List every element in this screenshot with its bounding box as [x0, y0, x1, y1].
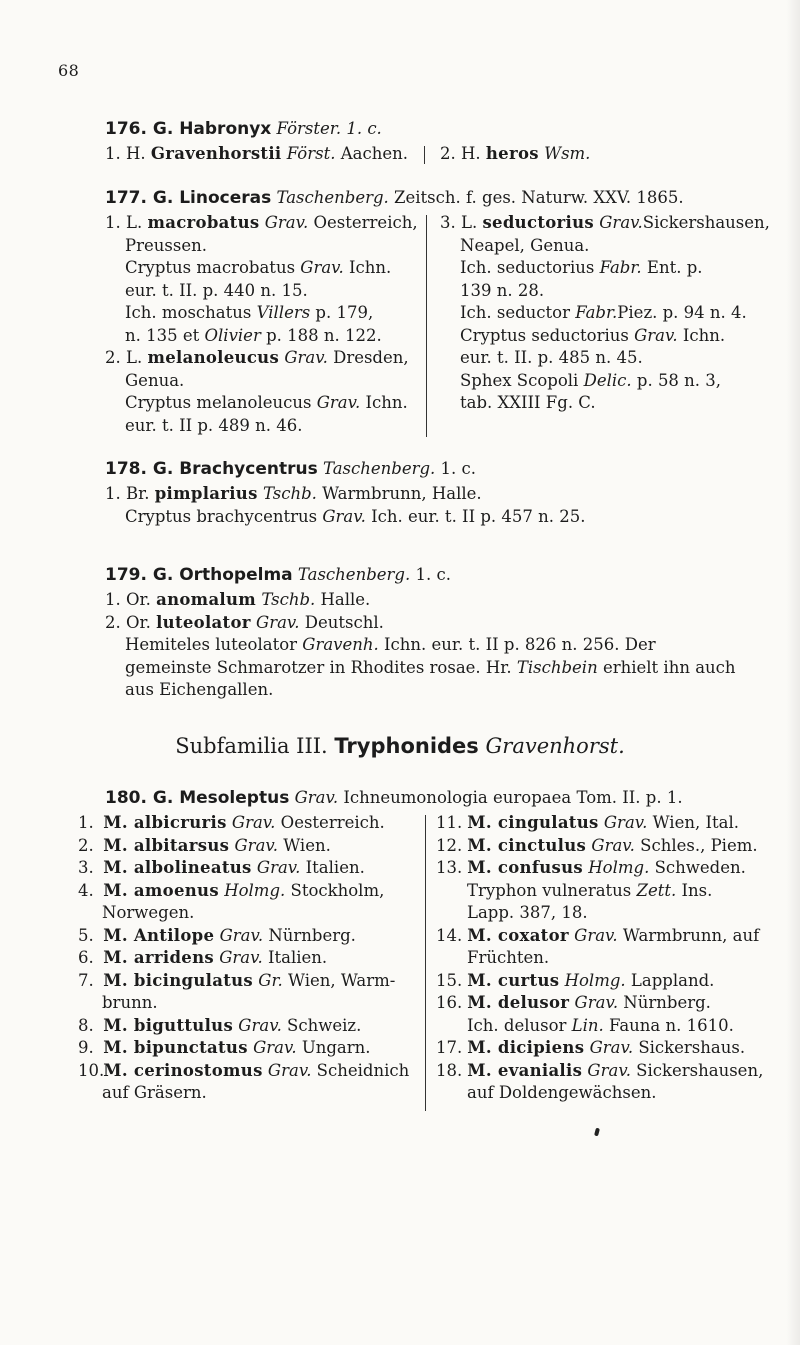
species-abbrev: 1. H.: [105, 144, 146, 163]
page-number: 68: [58, 61, 80, 80]
genus-176-species-1: [105, 143, 408, 166]
locality: Aachen.: [340, 144, 408, 163]
genus-176-species-2: [440, 143, 590, 166]
author: Taschenberg.: [322, 459, 436, 478]
entry-line: 1. L. macrobatus Grav. Oesterreich,: [105, 213, 418, 232]
genus-179-heading: [105, 564, 451, 587]
entry-line: 8. M. biguttulus Grav. Schweiz.: [78, 1015, 362, 1035]
entry-line: Norwegen.: [102, 903, 195, 922]
entry-line: 2. M. albitarsus Grav. Wien.: [78, 835, 331, 855]
genus-title: 176. G. Habronyx: [105, 119, 272, 139]
entry-line: tab. XXIII Fg. C.: [460, 393, 596, 412]
entry-line: Sphex Scopoli Delic. p. 58 n. 3,: [460, 370, 722, 390]
entry-line: eur. t. II. p. 440 n. 15.: [125, 280, 308, 300]
entry-line: 3. M. albolineatus Grav. Italien.: [78, 858, 365, 877]
entry-line: 6. M. arridens Grav. Italien.: [78, 948, 328, 967]
entry-line: Lapp. 387, 18.: [467, 903, 588, 922]
entry-line: 2. L. melanoleucus Grav. Dresden,: [105, 348, 409, 367]
reference: 1. c.: [415, 565, 451, 584]
author: Taschenberg.: [297, 565, 411, 584]
genus-177-right-column: [440, 212, 780, 415]
genus-180-heading: [105, 787, 683, 810]
entry-line: 11. M. cingulatus Grav. Wien, Ital.: [436, 813, 739, 832]
entry-line: 13. M. confusus Holmg. Schweden.: [436, 858, 746, 877]
entry-line: Cryptus brachycentrus Grav. Ich. eur. t. II p. 457 n. 25.: [125, 506, 586, 526]
entry-line: 3. L. seductorius Grav.Sickershausen,: [440, 213, 770, 232]
entry-line: Tryphon vulneratus Zett. Ins.: [467, 880, 713, 900]
ink-speck: [594, 1128, 600, 1137]
reference: 1. c.: [440, 459, 477, 478]
entry-line: aus Eichengallen.: [125, 680, 274, 699]
column-divider: [425, 815, 426, 1111]
entry-line: 18. M. evanialis Grav. Sickershausen,: [436, 1060, 764, 1080]
entry-line: 7. M. bicingulatus Gr. Wien, Warm-: [78, 970, 396, 990]
genus-176-heading: [105, 118, 382, 141]
subfamily-heading: Subfamilia III. Tryphonides Gravenhorst.: [175, 734, 625, 758]
entry-line: 15. M. curtus Holmg. Lappland.: [436, 970, 715, 990]
entry-line: 9. M. bipunctatus Grav. Ungarn.: [78, 1038, 371, 1057]
entry-line: 5. M. Antilope Grav. Nürnberg.: [78, 925, 356, 945]
entry-line: n. 135 et Olivier p. 188 n. 122.: [125, 325, 382, 345]
entry-line: Genua.: [125, 370, 185, 390]
entry-line: eur. t. II p. 489 n. 46.: [125, 415, 303, 435]
entry-line: 16. M. delusor Grav. Nürnberg.: [436, 993, 711, 1012]
entry-line: 1. M. albicruris Grav. Oesterreich.: [78, 813, 385, 832]
entry-line: Hemiteles luteolator Gravenh. Ichn. eur. t. II p. 826 n. 256. Der: [125, 635, 656, 654]
entry-line: Ich. seductorius Fabr. Ent. p.: [460, 258, 703, 277]
genus-title: 179. G. Orthopelma: [105, 565, 293, 585]
genus-180-left-column: [78, 812, 423, 1105]
author: Taschenberg.: [276, 188, 389, 207]
entry-line: 139 n. 28.: [460, 280, 545, 300]
entry-line: 14. M. coxator Grav. Warmbrunn, auf: [436, 925, 760, 945]
species-name: Gravenhorstii: [150, 144, 282, 163]
species-author: Först.: [286, 144, 336, 163]
entry-line: auf Doldengewächsen.: [467, 1083, 657, 1102]
entry-line: 1. Or. anomalum Tschb. Halle.: [105, 590, 371, 609]
genus-title: 177. G. Linoceras: [105, 188, 272, 208]
entry-line: 4. M. amoenus Holmg. Stockholm,: [78, 880, 385, 900]
entry-line: brunn.: [102, 993, 158, 1012]
entry-line: Cryptus seductorius Grav. Ichn.: [460, 325, 726, 345]
entry-line: 2. Or. luteolator Grav. Deutschl.: [105, 612, 384, 632]
entry-line: 10. M. cerinostomus Grav. Scheidnich: [78, 1060, 410, 1080]
reference: Ichneumonologia europaea Tom. II. p. 1.: [343, 788, 683, 807]
species-abbrev: 2. H.: [440, 144, 481, 163]
species-author: Wsm.: [544, 144, 591, 163]
reference: Zeitsch. f. ges. Naturw. XXV. 1865.: [394, 188, 684, 207]
column-divider: [426, 215, 427, 437]
genus-title: 180. G. Mesoleptus: [105, 788, 290, 808]
genus-178-heading: [105, 458, 476, 481]
entry-line: Cryptus macrobatus Grav. Ichn.: [125, 258, 392, 277]
species-name: heros: [485, 144, 539, 163]
genus-180-right-column: [436, 812, 786, 1105]
author: Förster. 1. c.: [276, 119, 382, 138]
author: Grav.: [294, 788, 339, 807]
genus-177-heading: [105, 187, 684, 210]
entry-line: gemeinste Schmarotzer in Rhodites rosae. Hr. Tischbein erhielt ihn auch: [125, 657, 736, 677]
entry-line: Ich. seductor Fabr.Piez. p. 94 n. 4.: [460, 303, 747, 322]
entry-line: 12. M. cinctulus Grav. Schles., Piem.: [436, 835, 758, 855]
entry-line: Früchten.: [467, 948, 550, 967]
genus-title: 178. G. Brachycentrus: [105, 459, 318, 479]
page-edge-shadow: [786, 0, 800, 1345]
genus-179-entries: [105, 589, 736, 702]
entry-line: eur. t. II. p. 485 n. 45.: [460, 348, 643, 367]
entry-line: Ich. moschatus Villers p. 179,: [125, 303, 374, 322]
entry-line: 1. Br. pimplarius Tschb. Warmbrunn, Halle.: [105, 484, 482, 503]
entry-line: Ich. delusor Lin. Fauna n. 1610.: [467, 1015, 734, 1035]
entry-line: Cryptus melanoleucus Grav. Ichn.: [125, 393, 408, 412]
genus-177-left-column: [105, 212, 423, 437]
genus-178-entries: [105, 483, 585, 528]
entry-line: Preussen.: [125, 235, 207, 255]
entry-line: auf Gräsern.: [102, 1083, 207, 1102]
entry-line: 17. M. dicipiens Grav. Sickershaus.: [436, 1038, 746, 1057]
column-divider: [424, 146, 425, 164]
entry-line: Neapel, Genua.: [460, 235, 590, 255]
